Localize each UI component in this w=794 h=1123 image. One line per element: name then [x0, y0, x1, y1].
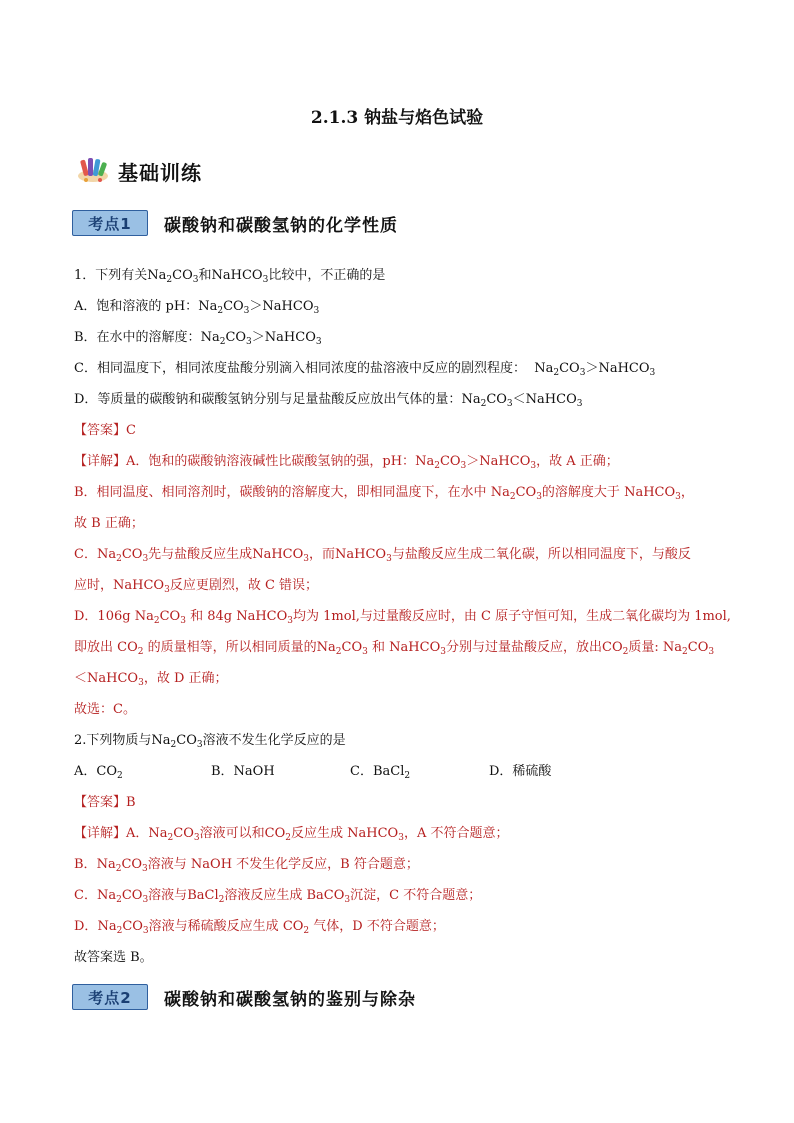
q2-option-d: D．稀硫酸	[489, 764, 552, 779]
q2-explain-4: D．$Na_2CO_3$溶液与稀硫酸反应生成 $CO_2$ 气体，D 不符合题意；	[74, 919, 445, 936]
q1-explain-4: C．$Na_2CO_3$先与盐酸反应生成NaHCO$_3$，而NaHCO$_3$与盐酸反应生成二氧化碳，所以相同温度下，与酸反	[74, 547, 691, 564]
q1-explain-2: B．相同温度、相同溶剂时，碳酸钠的溶解度大，即相同温度下，在水中 $Na_2CO_3$的溶解度大于 NaHCO$_3$，	[74, 485, 694, 502]
q1-explain-7: 即放出 $CO_2$ 的质量相等，所以相同质量的$Na_2CO_3$ 和 NaHCO$_3$分别与过量盐酸反应，放出$CO_2$质量: $Na_2CO_3$	[74, 640, 715, 657]
kp2-badge: 考点2	[72, 984, 148, 1010]
kp1-badge: 考点1	[72, 210, 148, 236]
q2-conclusion: 故答案选 B。	[74, 950, 153, 965]
q2-option-c: C．BaCl$_2$	[350, 764, 411, 781]
q2-explain-3: C．$Na_2CO_3$溶液与BaCl$_2$溶液反应生成 BaCO$_3$沉淀，C 不符合题意；	[74, 888, 482, 905]
q1-option-d: D．等质量的碳酸钠和碳酸氢钠分别与足量盐酸反应放出气体的量：$Na_2CO_3<NaHCO_3$	[74, 392, 583, 409]
kp1-title: 碳酸钠和碳酸氢钠的化学性质	[164, 215, 398, 236]
q1-option-c: C．相同温度下，相同浓度盐酸分别滴入相同浓度的盐溶液中反应的剧烈程度： $Na_2CO_3>NaHCO_3$	[74, 361, 656, 378]
q1-answer: 【答案】C	[74, 423, 136, 438]
q1-conclusion: 故选：C。	[74, 702, 136, 717]
q2-option-a: A．$CO_2$	[74, 764, 123, 781]
q1-stem: 1．下列有关$Na_2CO_3$和NaHCO$_3$比较中，不正确的是	[74, 268, 386, 285]
page-title: 2.1.3 钠盐与焰色试验	[310, 108, 484, 128]
q2-stem: 2.下列物质与$Na_2CO_3$溶液不发生化学反应的是	[74, 733, 346, 750]
knowledge-point-2	[72, 982, 416, 1012]
q1-explain-1: 【详解】A．饱和的碳酸钠溶液碱性比碳酸氢钠的强，pH：$Na_2CO_3>NaHCO_3$，故 A 正确；	[74, 454, 619, 471]
q2-answer: 【答案】B	[74, 795, 136, 810]
section-header	[76, 155, 202, 187]
q1-explain-8: ＜NaHCO$_3$，故 D 正确；	[74, 671, 228, 688]
q1-explain-6: D．106g $Na_2CO_3$ 和 84g NaHCO$_3$均为 1mol,与过量酸反应时，由 C 原子守恒可知，生成二氧化碳均为 1mol,	[74, 609, 731, 626]
q1-explain-5: 应时，NaHCO$_3$反应更剧烈，故 C 错误；	[74, 578, 319, 595]
q2-option-b: B．NaOH	[211, 764, 275, 779]
kp2-title: 碳酸钠和碳酸氢钠的鉴别与除杂	[164, 989, 416, 1010]
q1-option-b: B．在水中的溶解度：$Na_2CO_3>NaHCO_3$	[74, 330, 322, 347]
q2-options	[74, 756, 728, 787]
q2-explain-2: B．$Na_2CO_3$溶液与 NaOH 不发生化学反应，B 符合题意；	[74, 857, 419, 874]
knowledge-point-1	[72, 208, 398, 238]
palette-icon	[76, 156, 110, 186]
q1-explain-3: 故 B 正确；	[74, 516, 144, 531]
q2-explain-1: 【详解】A．$Na_2CO_3$溶液可以和$CO_2$反应生成 NaHCO$_3$，A 不符合题意；	[74, 826, 509, 843]
document-body	[74, 260, 731, 973]
q1-option-a: A．饱和溶液的 pH：$Na_2CO_3>NaHCO_3$	[74, 299, 320, 316]
section-label: 基础训练	[118, 160, 202, 185]
